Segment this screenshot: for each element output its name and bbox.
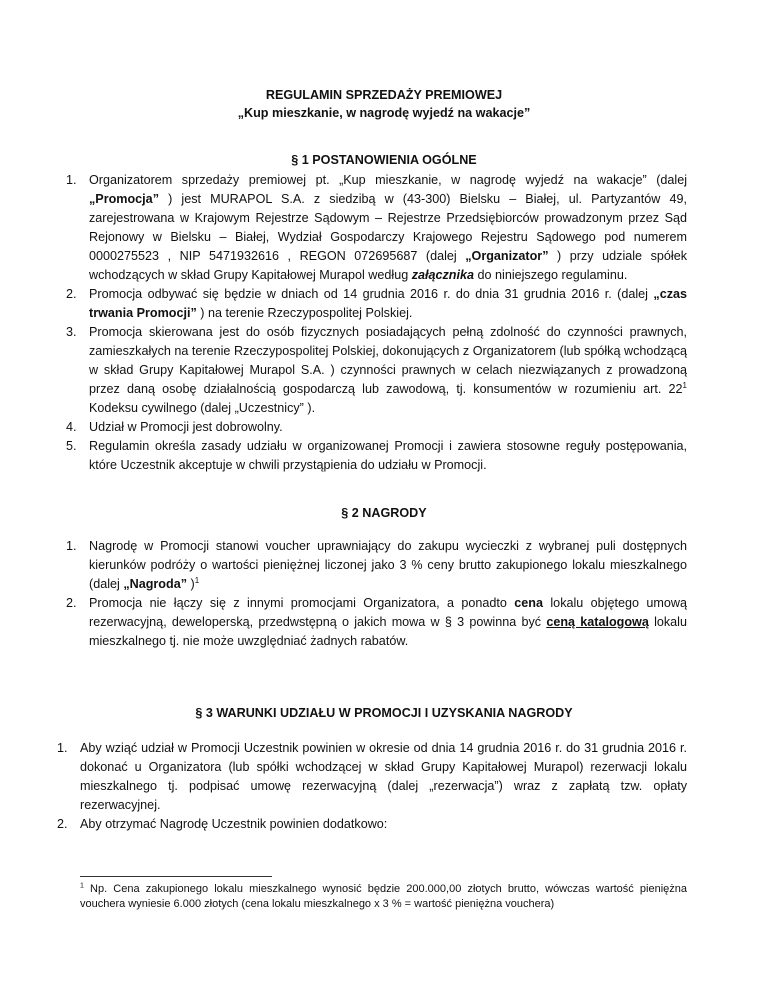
item-text: Regulamin określa zasady udziału w organizowanej Promocji i zawiera stosowne reguły postępowania, które Uczestnik akceptuje w chwili przystąpienia do udziału w Promocji. (89, 439, 687, 472)
footnote-separator (80, 876, 272, 877)
footnote-reference[interactable]: 1 (194, 575, 200, 585)
footnote (80, 882, 687, 912)
item-text: Aby otrzymać Nagrodę Uczestnik powinien dodatkowo: (80, 817, 388, 831)
item-number: 2. (57, 817, 68, 831)
item-number: 1. (66, 173, 77, 187)
list-item (57, 739, 687, 815)
superscript: 1 (682, 380, 687, 390)
item-text: Promocja nie łączy się z innymi promocjami Organizatora, a ponadto (89, 596, 515, 610)
item-text: ) na terenie Rzeczypospolitej Polskiej. (196, 306, 413, 320)
item-number: 3. (66, 325, 77, 339)
item-number: 5. (66, 439, 77, 453)
item-text: do niniejszego regulaminu. (474, 268, 628, 282)
list-item (66, 285, 687, 323)
catalog-price-term: ceną katalogową (546, 615, 649, 629)
list-item (66, 171, 687, 285)
section-2-heading: § 2 NAGRODY (341, 506, 427, 520)
footnote-mark: 1 (80, 882, 84, 890)
item-number: 4. (66, 420, 77, 434)
item-text: Kodeksu cywilnego (dalej „Uczestnicy” ). (89, 401, 316, 415)
defined-term: „czas trwania Promocji” (89, 287, 687, 320)
document-title: REGULAMIN SPRZEDAŻY PREMIOWEJ (265, 88, 503, 102)
attachment-reference: załącznika (411, 268, 475, 282)
item-text: ) przy udziale spółek wchodzących w skład Grupy Kapitałowej Murapol według (89, 249, 687, 282)
item-text: Organizatorem sprzedaży premiowej pt. „Kup mieszkanie, w nagrodę wyjedź na wakacje” (dalej (89, 173, 687, 187)
item-text: Promocja odbywać się będzie w dniach od 14 grudnia 2016 r. do dnia 31 grudnia 2016 r. (dalej (89, 287, 654, 301)
item-text: ) jest MURAPOL S.A. z siedzibą w (43-300) Bielsku – Białej, ul. Partyzantów 49, zarejestrowana w Krajowym Rejestrze Sądowym – Rejestrze Przedsiębiorców prowadzonym przez Sąd Rejonowy w Bielsku – Białej, Wydział Gospodarczy Krajowego Rejestru Sądowego pod numerem 0000275523 , NIP 5471932616 , REGON 072695687 (dalej (89, 192, 687, 263)
item-number: 2. (66, 596, 77, 610)
list-item (57, 815, 687, 834)
document-subtitle: „Kup mieszkanie, w nagrodę wyjedź na wakacje” (237, 106, 531, 120)
item-text: lokalu mieszkalnego tj. nie może uwzględniać żadnych rabatów. (89, 615, 687, 648)
list-item (66, 323, 687, 418)
item-number: 1. (57, 741, 68, 755)
defined-term: „Promocja” (89, 192, 159, 206)
list-item (66, 437, 687, 475)
item-text: lokalu objętego umową rezerwacyjną, deweloperską, przedwstępną o jakich mowa w § 3 powinna być (89, 596, 687, 629)
list-item (66, 594, 687, 651)
section-2-list (66, 537, 687, 651)
item-text: Promocja skierowana jest do osób fizycznych posiadających pełną zdolność do czynności prawnych, zamieszkałych na terenie Rzeczypospolitej Polskiej, dokonujących z Organizatorem (lub spółką wchodzącą w skład Grupy Kapitałowej Murapol S.A. ) czynności prawnych w celach niezwiązanych z prowadzoną przez daną osobę działalnością gospodarczą lub zawodową, tj. konsumentów w rozumieniu art. 22 (89, 325, 687, 396)
section-1-list (66, 171, 687, 475)
section-3-list (57, 739, 687, 834)
item-text: Nagrodę w Promocji stanowi voucher uprawniający do zakupu wycieczki z wybranej puli dostępnych kierunków podróży o wartości pieniężnej liczonej jako 3 % ceny brutto zakupionego lokalu mieszkalnego (dalej (89, 539, 687, 591)
bold-term: cena (514, 596, 543, 610)
section-1-heading: § 1 POSTANOWIENIA OGÓLNE (291, 153, 477, 167)
item-text: Aby wziąć udział w Promocji Uczestnik powinien w okresie od dnia 14 grudnia 2016 r. do 31 grudnia 2016 r. dokonać u Organizatora (lub spółki wchodzącej w skład Grupy Kapitałowej Murapol) rezerwacji lokalu mieszkalnego tj. podpisać umowę rezerwacyjną (dalej „rezerwacja”) wraz z zapłatą tzw. opłaty rezerwacyjnej. (80, 741, 687, 812)
item-number: 2. (66, 287, 77, 301)
defined-term: „Nagroda” (123, 577, 187, 591)
section-3-heading: § 3 WARUNKI UDZIAŁU W PROMOCJI I UZYSKANIA NAGRODY (195, 706, 573, 720)
list-item (66, 418, 687, 437)
defined-term: „Organizator” (465, 249, 549, 263)
item-text: ) (187, 577, 195, 591)
item-text: Udział w Promocji jest dobrowolny. (89, 420, 283, 434)
footnote-text: Np. Cena zakupionego lokalu mieszkalnego wynosić będzie 200.000,00 złotych brutto, wówczas wartość pieniężna vouchera wyniesie 6.000 złotych (cena lokalu mieszkalnego x 3 % = wartość pieniężna vouchera) (80, 883, 687, 910)
item-number: 1. (66, 539, 77, 553)
list-item (66, 537, 687, 594)
